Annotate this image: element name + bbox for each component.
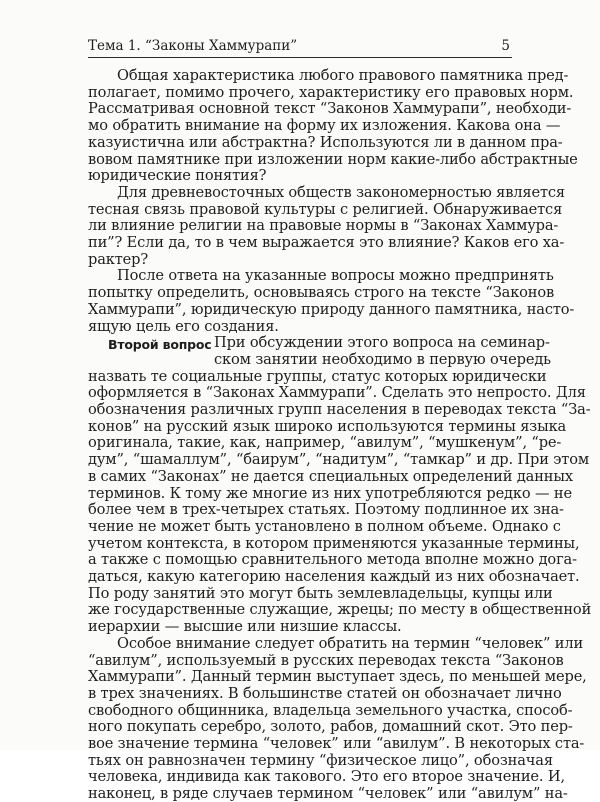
text-line: вое значение термина “человек” или “авилум”. В некоторых ста- bbox=[88, 735, 585, 752]
text-line: в самих “Законах” не дается специальных определений данных bbox=[88, 467, 573, 485]
text-line: а также с помощью сравнительного метода вполне можно дога- bbox=[88, 551, 577, 569]
text-line: назвать те социальные группы, статус которых юридически bbox=[88, 367, 547, 385]
text-line: При обсуждении этого вопроса на семинар- bbox=[214, 334, 550, 352]
text-line: юридические понятия? bbox=[88, 167, 267, 185]
section-heading: Второй вопрос bbox=[108, 337, 212, 353]
text-line: даться, какую категорию населения каждый из них обозначает. bbox=[88, 568, 580, 585]
text-line: “авилум”, используемый в русских переводах текста “Законов bbox=[88, 651, 564, 669]
text-line: человека, индивида как такового. Это его второе значение. И, bbox=[88, 768, 565, 786]
text-line: ящую цель его создания. bbox=[88, 317, 279, 335]
text-line: терминов. К тому же многие из них употребляются редко — не bbox=[88, 484, 572, 502]
text-line: ного покупать серебро, золото, рабов, домашний скот. Это пер- bbox=[88, 718, 573, 736]
text-line: Для древневосточных обществ закономерностью является bbox=[117, 183, 565, 201]
text-line: По роду занятий это могут быть землевладельцы, купцы или bbox=[88, 584, 553, 602]
text-line: обозначения различных групп населения в переводах текста “За- bbox=[88, 401, 591, 418]
text-line: оформляется в “Законах Хаммурапи”. Сделать это непросто. Для bbox=[88, 384, 586, 402]
text-line: вовом памятнике при изложении норм какие-либо абстрактные bbox=[88, 150, 578, 168]
text-line: тьях он равнозначен термину “физическое лицо”, обозначая bbox=[88, 751, 553, 769]
page-number: 5 bbox=[501, 38, 510, 54]
text-line: учетом контекста, в котором применяются указанные термины, bbox=[88, 534, 580, 552]
text-line: мо обратить внимание на форму их изложения. Какова она — bbox=[88, 117, 561, 135]
running-title: Тема 1. “Законы Хаммурапи” bbox=[88, 38, 298, 54]
text-line: ли влияние религии на правовые нормы в “Законах Хаммура- bbox=[88, 217, 559, 235]
text-line: же государственные служащие, жрецы; по месту в общественной bbox=[88, 601, 592, 619]
text-line: После ответа на указанные вопросы можно предпринять bbox=[117, 267, 554, 285]
text-line: Хаммурапи”. Данный термин выступает здесь, по меньшей мере, bbox=[88, 668, 587, 686]
text-line: Общая характеристика любого правового памятника пред- bbox=[117, 67, 569, 84]
text-line: Хаммурапи”, юридическую природу данного памятника, насто- bbox=[88, 300, 575, 318]
text-line: ском занятии необходимо в первую очередь bbox=[214, 350, 551, 368]
text-line: более чем в трех-четырех статьях. Поэтому подлинное их зна- bbox=[88, 501, 564, 519]
text-line: рактер? bbox=[88, 250, 148, 268]
text-line: Рассматривая основной текст “Законов Хаммурапи”, необходи- bbox=[88, 100, 572, 118]
text-line: казуистична или абстрактна? Используются ли в данном пра- bbox=[88, 133, 563, 151]
text-line: Особое внимание следует обратить на термин “человек” или bbox=[117, 634, 584, 652]
text-line: дум”, “шамаллум”, “баирум”, “надитум”, “тамкар” и др. При этом bbox=[88, 451, 590, 469]
text-line: тесная связь правовой культуры с религией. Обнаруживается bbox=[88, 200, 563, 218]
text-line: конов” на русский язык широко используются термины языка bbox=[88, 417, 567, 435]
text-line: пи”? Если да, то в чем выражается это влияние? Каков его ха- bbox=[88, 234, 565, 251]
text-line: оригинала, такие, как, например, “авилум”, “мушкенум”, “ре- bbox=[88, 434, 562, 452]
text-line: попытку определить, основываясь строго на тексте “Законов bbox=[88, 284, 555, 302]
text-line: иерархии — высшие или низшие классы. bbox=[88, 618, 402, 636]
text-line: чение не может быть установлено в полном объеме. Однако с bbox=[88, 517, 561, 535]
text-line: полагает, помимо прочего, характеристику его правовых норм. bbox=[88, 83, 574, 101]
text-line: наконец, в ряде случаев термином “человек” или “авилум” на- bbox=[88, 785, 568, 802]
text-line: свободного общинника, владельца земельного участка, способ- bbox=[88, 701, 573, 719]
running-header bbox=[88, 37, 512, 58]
text-line: в трех значениях. В большинстве статей он обозначает лично bbox=[88, 684, 562, 702]
